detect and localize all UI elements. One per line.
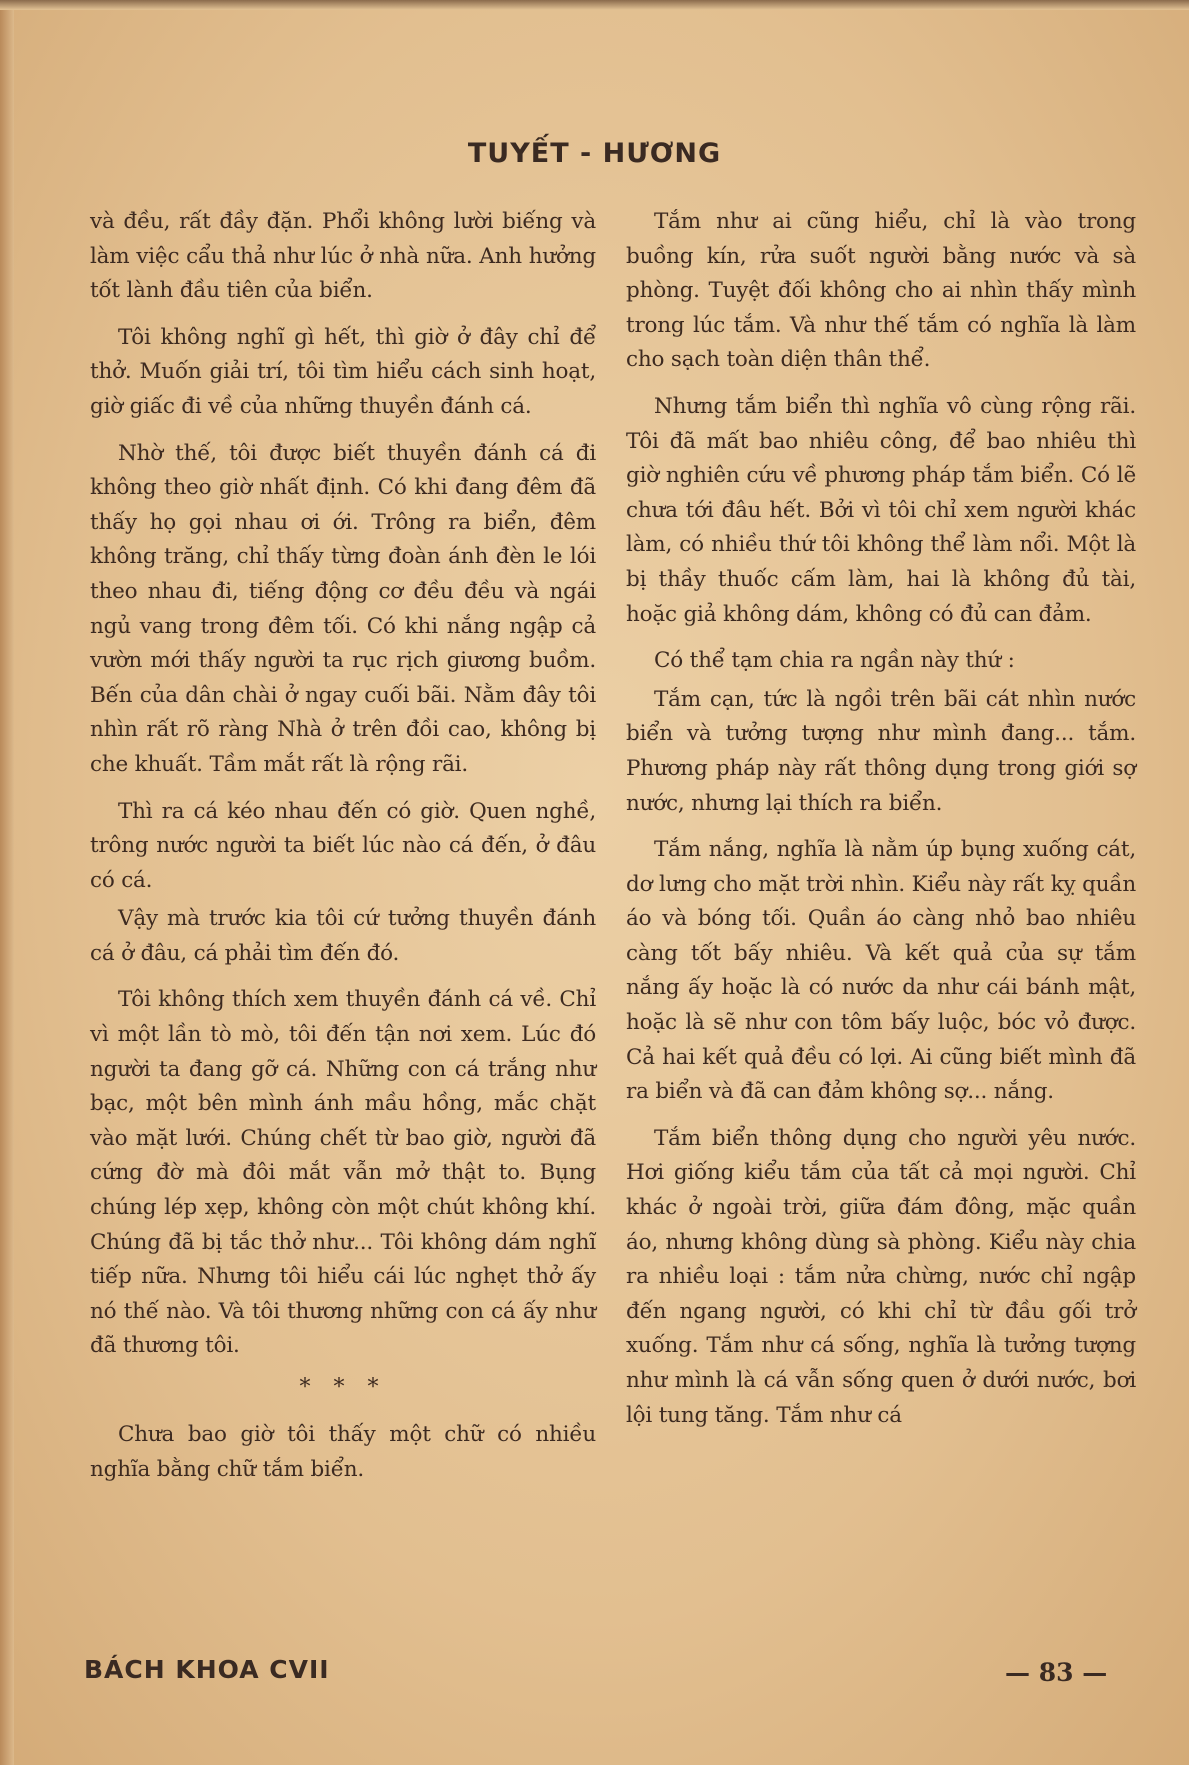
- publication-name: BÁCH KHOA CVII: [84, 1655, 330, 1684]
- paragraph: Có thể tạm chia ra ngần này thứ :: [654, 648, 1015, 674]
- paragraph: Nhưng tắm biển thì nghĩa vô cùng rộng rãi. Tôi đã mất bao nhiêu công, để bao nhiêu thì giờ nghiên cứu về phương pháp tắm biển. Có lẽ chưa tới đâu hết. Bởi vì tôi chỉ xem người khác làm, có nhiều thứ tôi không thể làm nổi. Một là bị thầy thuốc cấm làm, hai là không đủ tài, hoặc giả không dám, không có đủ can đảm.: [626, 393, 1136, 627]
- paragraph: Tắm cạn, tức là ngồi trên bãi cát nhìn nước biển và tưởng tượng như mình đang... tắm. Phương pháp này rất thông dụng trong giới sợ nước, nhưng lại thích ra biển.: [626, 686, 1136, 816]
- paragraph: Tôi không nghĩ gì hết, thì giờ ở đây chỉ để thở. Muốn giải trí, tôi tìm hiểu cách sinh hoạt, giờ giấc đi về của những thuyền đánh cá.: [90, 324, 596, 419]
- paragraph: Tắm biển thông dụng cho người yêu nước. Hơi giống kiểu tắm của tất cả mọi người. Chỉ khác ở ngoài trời, giữa đám đông, mặc quần áo, nhưng không dùng sà phòng. Kiểu này chia ra nhiều loại : tắm nửa chừng, nước chỉ ngập đến ngang người, có khi chỉ từ đầu gối trở xuống. Tắm như cá sống, nghĩa là tưởng tượng như mình là cá vẫn sống quen ở dưới nước, bơi lội tung tăng. Tắm như cá: [626, 1125, 1136, 1428]
- right-column: [626, 205, 1136, 1445]
- paragraph: Vậy mà trước kia tôi cứ tưởng thuyền đánh cá ở đâu, cá phải tìm đến đó.: [90, 906, 596, 966]
- paragraph: Tắm như ai cũng hiểu, chỉ là vào trong buồng kín, rửa suốt người bằng nước và sà phòng. Tuyệt đối không cho ai nhìn thấy mình trong lúc tắm. Và như thế tắm có nghĩa là làm cho sạch toàn diện thân thể.: [626, 209, 1136, 373]
- page-binding-edge: [0, 0, 14, 1765]
- paragraph: Tôi không thích xem thuyền đánh cá về. Chỉ vì một lần tò mò, tôi đến tận nơi xem. Lúc đó người ta đang gỡ cá. Những con cá trắng như bạc, một bên mình ánh mầu hồng, mắc chặt vào mặt lưới. Chúng chết từ bao giờ, người đã cứng đờ mà đôi mắt vẫn mở thật to. Bụng chúng lép xẹp, không còn một chút không khí. Chúng đã bị tắc thở như... Tôi không dám nghĩ tiếp nữa. Nhưng tôi hiểu cái lúc nghẹt thở ấy nó thế nào. Và tôi thương những con cá ấy như đã thương tôi.: [90, 987, 596, 1359]
- paragraph: Thì ra cá kéo nhau đến có giờ. Quen nghề, trông nước người ta biết lúc nào cá đến, ở đâu có cá.: [90, 798, 596, 893]
- paragraph: Chưa bao giờ tôi thấy một chữ có nhiều nghĩa bằng chữ tắm biển.: [90, 1422, 596, 1482]
- running-title: TUYẾT - HƯƠNG: [467, 138, 722, 169]
- paragraph: Nhờ thế, tôi được biết thuyền đánh cá đi không theo giờ nhất định. Có khi đang đêm đã thấy họ gọi nhau ơi ới. Trông ra biển, đêm không trăng, chỉ thấy từng đoàn ánh đèn le lói theo nhau đi, tiếng động cơ đều đều và ngái ngủ vang trong đêm tối. Có khi nắng ngập cả vườn mới thấy người ta rục rịch giương buồm. Bến của dân chài ở ngay cuối bãi. Nằm đây tôi nhìn rất rõ ràng Nhà ở trên đồi cao, không bị che khuất. Tầm mắt rất là rộng rãi.: [90, 440, 596, 777]
- paragraph: Tắm nắng, nghĩa là nằm úp bụng xuống cát, dơ lưng cho mặt trời nhìn. Kiểu này rất kỵ quần áo và bóng tối. Quần áo càng nhỏ bao nhiêu càng tốt bấy nhiêu. Và kết quả của sự tắm nắng ấy hoặc là có nước da như cái bánh mật, hoặc là sẽ như con tôm bấy luộc, bóc vỏ được. Cả hai kết quả đều có lợi. Ai cũng biết mình đã ra biển và đã can đảm không sợ... nắng.: [626, 837, 1136, 1105]
- section-break: * * *: [299, 1375, 387, 1400]
- page-top-edge: [0, 0, 1189, 10]
- paragraph: và đều, rất đầy đặn. Phổi không lười biếng và làm việc cẩu thả như lúc ở nhà nữa. Anh hưởng tốt lành đầu tiên của biển.: [90, 209, 596, 304]
- page-number: — 83 —: [1005, 1658, 1108, 1687]
- left-column: [90, 205, 596, 1499]
